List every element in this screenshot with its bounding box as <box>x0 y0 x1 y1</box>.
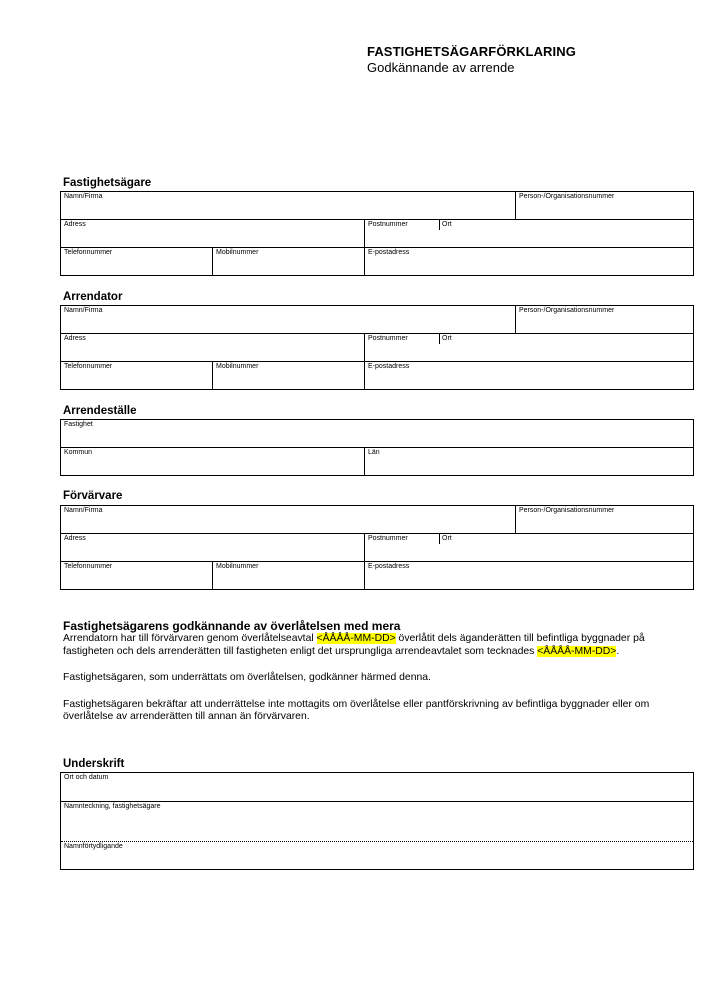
clarification-label: Namnförtydligande <box>64 843 123 850</box>
document-header <box>367 44 576 76</box>
ort-label: Ort <box>442 221 452 228</box>
signature-field[interactable] <box>61 802 693 842</box>
mobile-field[interactable] <box>212 248 364 275</box>
row-contact <box>61 361 693 389</box>
lan-field[interactable] <box>364 448 693 475</box>
ort-field[interactable] <box>439 334 693 361</box>
approval-title: Fastighetsägarens godkännande av överlåtelsen med mera <box>63 619 401 633</box>
section-title-arrendator: Arrendator <box>63 291 123 303</box>
name-label: Namn/Firma <box>64 307 103 314</box>
ort-field[interactable] <box>439 220 693 247</box>
name-field[interactable] <box>61 192 515 219</box>
kommun-field[interactable] <box>61 448 364 475</box>
kommun-label: Kommun <box>64 449 93 456</box>
row-address <box>61 333 693 361</box>
place-date-field[interactable] <box>61 773 693 802</box>
row-contact <box>61 247 693 275</box>
orgnr-field[interactable] <box>515 306 693 333</box>
address-field[interactable] <box>61 220 364 247</box>
orgnr-field[interactable] <box>515 506 693 533</box>
phone-label: Telefonnummer <box>64 249 113 256</box>
name-label: Namn/Firma <box>64 193 103 200</box>
address-label: Adress <box>64 535 86 542</box>
email-label: E-postadress <box>368 563 410 570</box>
email-label: E-postadress <box>368 363 410 370</box>
email-field[interactable] <box>364 248 693 275</box>
postnr-field[interactable] <box>364 220 439 247</box>
postnr-label: Postnummer <box>368 335 408 342</box>
postnr-label: Postnummer <box>368 221 408 228</box>
orgnr-label: Person-/Organisationsnummer <box>519 307 615 314</box>
phone-label: Telefonnummer <box>64 563 113 570</box>
email-field[interactable] <box>364 562 693 589</box>
address-label: Adress <box>64 221 86 228</box>
orgnr-label: Person-/Organisationsnummer <box>519 193 615 200</box>
postnr-field[interactable] <box>364 334 439 361</box>
ort-label: Ort <box>442 535 452 542</box>
orgnr-label: Person-/Organisationsnummer <box>519 507 615 514</box>
name-label: Namn/Firma <box>64 507 103 514</box>
row-address <box>61 219 693 247</box>
paragraph-text: Arrendatorn har till förvärvaren genom överlåtelseavtal <box>63 633 317 644</box>
row-fastighet <box>61 420 693 447</box>
form-arrendestalle <box>60 419 694 476</box>
email-field[interactable] <box>364 362 693 389</box>
mobile-label: Mobilnummer <box>216 249 259 256</box>
phone-field[interactable] <box>61 362 212 389</box>
document-subtitle: Godkännande av arrende <box>367 60 515 75</box>
lan-label: Län <box>368 449 380 456</box>
phone-field[interactable] <box>61 562 212 589</box>
row-address <box>61 533 693 561</box>
approval-section <box>63 620 693 738</box>
date-placeholder-original-lease[interactable]: <ÅÅÅÅ-MM-DD> <box>537 645 617 657</box>
row-name <box>61 192 693 219</box>
approval-paragraph-2: Fastighetsägaren, som underrättats om överlåtelsen, godkänner härmed denna. <box>63 672 431 683</box>
section-title-forvarvare: Förvärvare <box>63 490 123 502</box>
fastighet-field[interactable] <box>61 420 693 447</box>
row-name <box>61 506 693 533</box>
date-placeholder-transfer[interactable]: <ÅÅÅÅ-MM-DD> <box>316 633 396 644</box>
fastighet-label: Fastighet <box>64 421 93 428</box>
name-field[interactable] <box>61 306 515 333</box>
signature-label: Namnteckning, fastighetsägare <box>64 803 161 810</box>
ort-field[interactable] <box>439 534 693 561</box>
section-title-arrendestalle: Arrendeställe <box>63 405 137 417</box>
orgnr-field[interactable] <box>515 192 693 219</box>
postnr-field[interactable] <box>364 534 439 561</box>
mobile-field[interactable] <box>212 562 364 589</box>
paragraph-text: överlåtit dels äganderätten till befintliga byggnader på fastigheten och dels arrenderätten till fastigheten enligt det ursprungliga arrendeavtalet som tecknades <box>63 633 645 657</box>
phone-field[interactable] <box>61 248 212 275</box>
approval-paragraph-3: Fastighetsägaren bekräftar att underrättelse inte mottagits om överlåtelse eller pantförskrivning av befintliga byggnader eller om överlåtelse av arrenderätten till annan än förvärvaren. <box>63 698 650 722</box>
section-title-underskrift: Underskrift <box>63 758 125 770</box>
section-title-fastighetsagare: Fastighetsägare <box>63 177 152 189</box>
form-arrendator <box>60 305 694 390</box>
row-contact <box>61 561 693 589</box>
mobile-field[interactable] <box>212 362 364 389</box>
approval-paragraph-1 <box>63 633 693 658</box>
mobile-label: Mobilnummer <box>216 363 259 370</box>
place-date-label: Ort och datum <box>64 774 109 781</box>
address-field[interactable] <box>61 534 364 561</box>
signature-table <box>60 772 694 870</box>
form-fastighetsagare <box>60 191 694 276</box>
address-label: Adress <box>64 335 86 342</box>
mobile-label: Mobilnummer <box>216 563 259 570</box>
document-title: FASTIGHETSÄGARFÖRKLARING <box>367 44 576 59</box>
row-name <box>61 306 693 333</box>
paragraph-text: . <box>616 645 620 657</box>
email-label: E-postadress <box>368 249 410 256</box>
form-forvarvare <box>60 505 694 590</box>
row-kommun <box>61 447 693 475</box>
phone-label: Telefonnummer <box>64 363 113 370</box>
postnr-label: Postnummer <box>368 535 408 542</box>
name-field[interactable] <box>61 506 515 533</box>
clarification-field[interactable] <box>61 842 693 869</box>
address-field[interactable] <box>61 334 364 361</box>
ort-label: Ort <box>442 335 452 342</box>
